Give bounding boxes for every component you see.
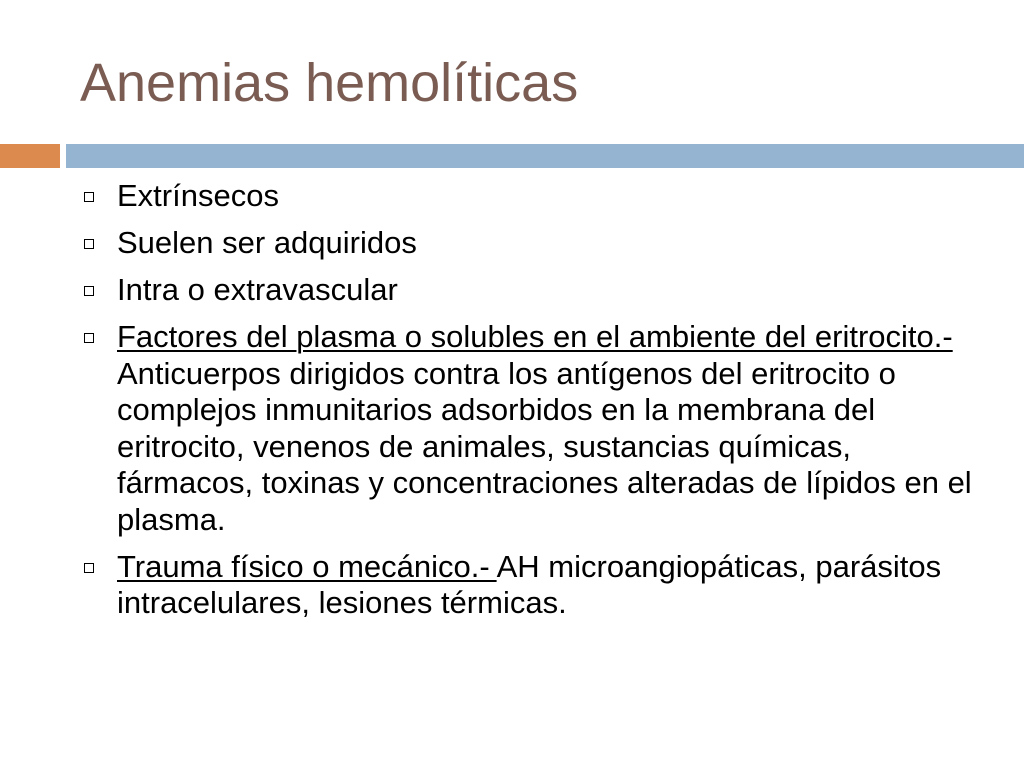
accent-bar-orange xyxy=(0,144,60,168)
square-bullet-icon xyxy=(84,286,94,296)
bullet-text: Suelen ser adquiridos xyxy=(117,225,417,260)
bullet-item xyxy=(80,178,980,215)
bullet-text: Anticuerpos dirigidos contra los antígenos del eritrocito o complejos inmunitarios adsorbidos en la membrana del eritrocito, venenos de animales, sustancias químicas, fármacos, toxinas y concentraciones alteradas de lípidos en el plasma. xyxy=(117,355,972,537)
bullet-item xyxy=(80,319,980,538)
square-bullet-icon xyxy=(84,333,94,343)
bullet-text: AH microangiopáticas, parásitos intracelulares, lesiones térmicas. xyxy=(117,548,942,620)
bullet-item xyxy=(80,225,980,262)
bullet-item xyxy=(80,549,980,622)
bullet-item xyxy=(80,272,980,309)
square-bullet-icon xyxy=(84,563,94,573)
bullet-heading-underlined: Trauma físico o mecánico.- xyxy=(117,548,497,584)
bullet-text: Extrínsecos xyxy=(117,178,279,213)
slide-title: Anemias hemolíticas xyxy=(80,53,579,113)
square-bullet-icon xyxy=(84,192,94,202)
square-bullet-icon xyxy=(84,239,94,249)
bullet-heading-underlined: Factores del plasma o solubles en el ambiente del eritrocito.- xyxy=(117,319,953,354)
bullet-text: Intra o extravascular xyxy=(117,272,398,307)
bullet-list xyxy=(80,178,980,632)
accent-bar-blue xyxy=(66,144,1024,168)
